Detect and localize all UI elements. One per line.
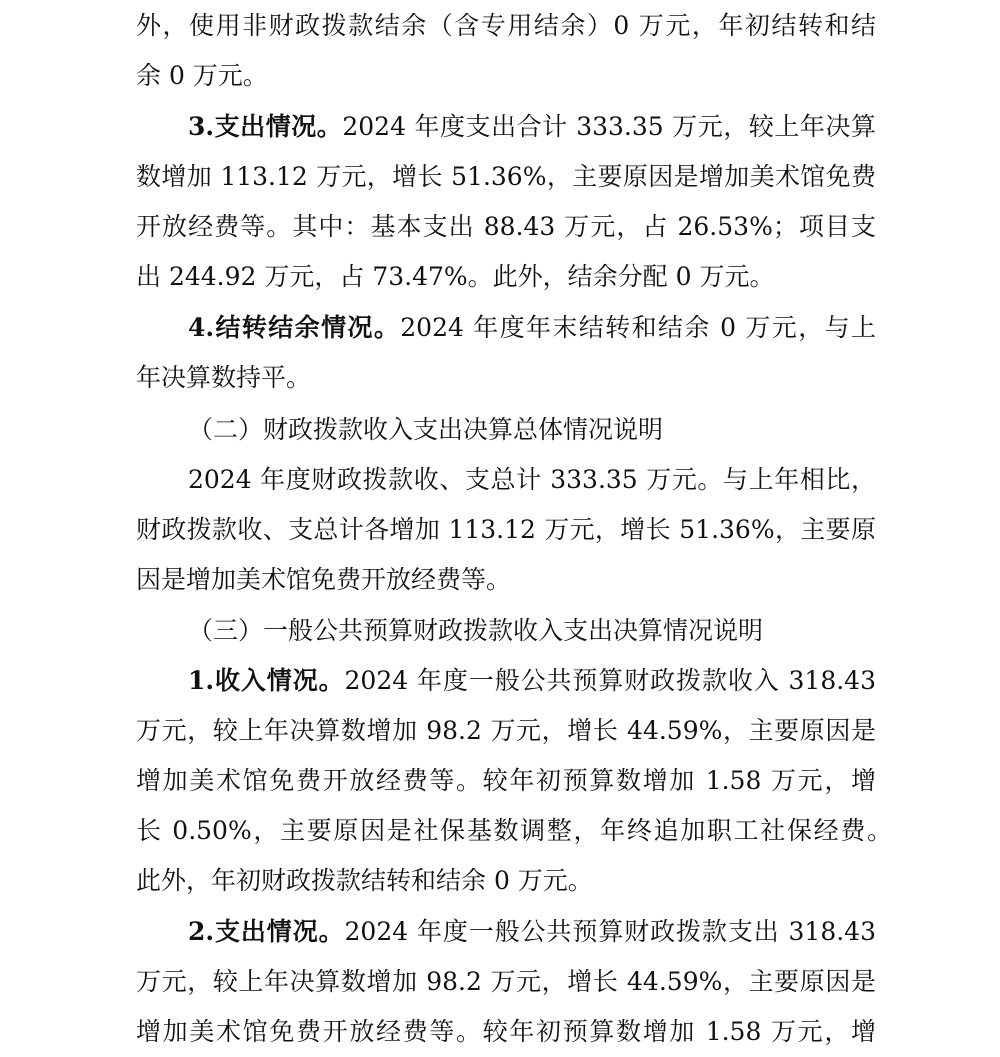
paragraph-line: 增加美术馆免费开放经费等。较年初预算数增加 1.58 万元，增 xyxy=(136,1017,876,1046)
paragraph-line: 财政拨款收、支总计各增加 113.12 万元，增长 51.36%，主要原 xyxy=(136,515,876,544)
paragraph-line: 长 0.50%，主要原因是社保基数调整，年终追加职工社保经费。 xyxy=(136,816,892,845)
section-heading: （二）财政拨款收入支出决算总体情况说明 xyxy=(188,415,664,444)
paragraph-line: 外，使用非财政拨款结余（含专用结余）0 万元，年初结转和结 xyxy=(136,11,876,40)
paragraph-line: 万元，较上年决算数增加 98.2 万元，增长 44.59%，主要原因是 xyxy=(136,716,876,745)
paragraph-line: 万元，较上年决算数增加 98.2 万元，增长 44.59%，主要原因是 xyxy=(136,967,876,996)
paragraph-line: 此外，年初财政拨款结转和结余 0 万元。 xyxy=(136,866,593,895)
paragraph-line: 开放经费等。其中：基本支出 88.43 万元，占 26.53%；项目支 xyxy=(136,212,876,241)
paragraph-line: 余 0 万元。 xyxy=(136,61,268,90)
paragraph-line-lead: 3.支出情况。2024 年度支出合计 333.35 万元，较上年决算 xyxy=(188,112,876,141)
paragraph-line: 增加美术馆免费开放经费等。较年初预算数增加 1.58 万元，增 xyxy=(136,766,876,795)
bold-lead-in: 1.收入情况。 xyxy=(188,666,345,695)
paragraph-line: 2024 年度财政拨款收、支总计 333.35 万元。与上年相比， xyxy=(188,465,876,494)
paragraph-line-lead: 2.支出情况。2024 年度一般公共预算财政拨款支出 318.43 xyxy=(188,917,876,946)
paragraph-line-lead: 1.收入情况。2024 年度一般公共预算财政拨款收入 318.43 xyxy=(188,666,876,695)
paragraph-line: 出 244.92 万元，占 73.47%。此外，结余分配 0 万元。 xyxy=(136,262,775,291)
paragraph-line: 年决算数持平。 xyxy=(136,363,312,392)
paragraph-line-lead: 4.结转结余情况。2024 年度年末结转和结余 0 万元，与上 xyxy=(188,313,876,342)
bold-lead-in: 4.结转结余情况。 xyxy=(188,313,401,342)
bold-lead-in: 3.支出情况。 xyxy=(188,112,343,141)
bold-lead-in: 2.支出情况。 xyxy=(188,917,345,946)
paragraph-line: 数增加 113.12 万元，增长 51.36%，主要原因是增加美术馆免费 xyxy=(136,162,876,191)
section-heading: （三）一般公共预算财政拨款收入支出决算情况说明 xyxy=(188,616,764,645)
paragraph-line: 因是增加美术馆免费开放经费等。 xyxy=(136,565,512,594)
